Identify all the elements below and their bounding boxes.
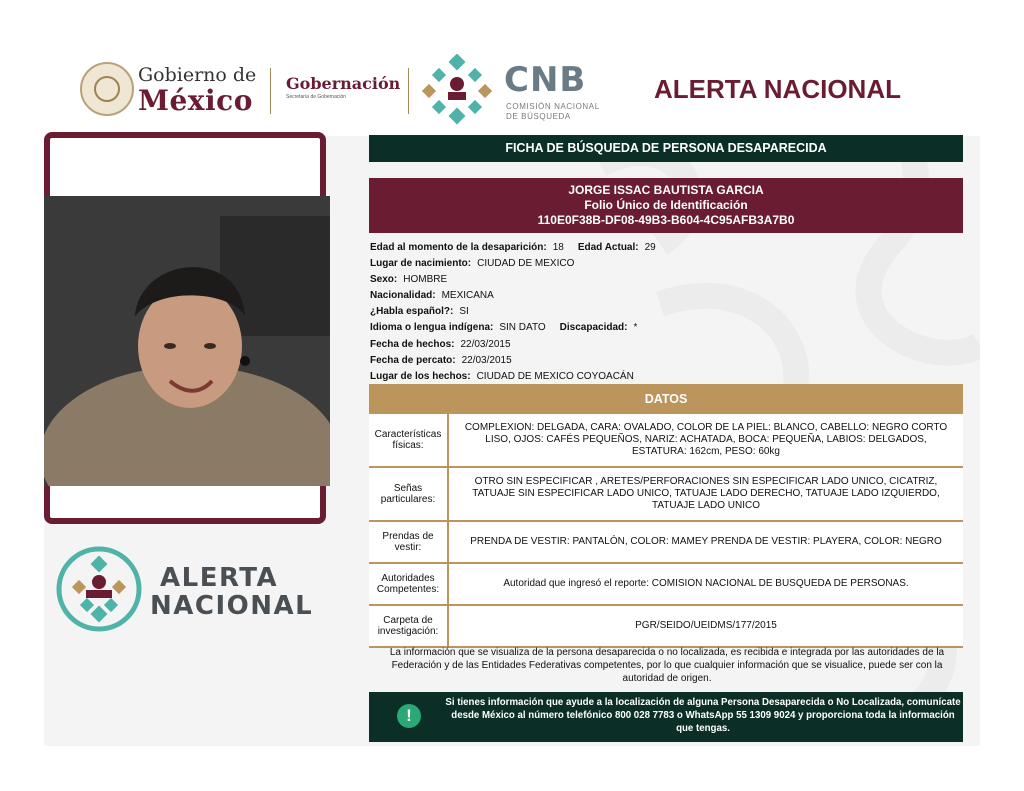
table-row <box>369 414 963 468</box>
info-row-idioma: Idioma o lengua indígena: SIN DATO Discapacidad: * <box>370 322 638 334</box>
row-label: Carpeta de investigación: <box>369 606 449 646</box>
row-value: Autoridad que ingresó el reporte: COMISION NACIONAL DE BUSQUEDA DE PERSONAS. <box>503 578 909 589</box>
cnb-title: CNB <box>504 60 587 100</box>
gobierno-de-text: Gobierno de <box>138 64 257 86</box>
table-row <box>369 468 963 522</box>
gobernacion-logo: Gobernación <box>286 74 401 93</box>
table-row <box>369 564 963 606</box>
row-label: Características físicas: <box>369 414 449 466</box>
folio-value: 110E0F38B-DF08-49B3-B604-4C95AFB3A7B0 <box>537 213 795 227</box>
ficha-title: FICHA DE BÚSQUEDA DE PERSONA DESAPARECIDA <box>369 135 963 162</box>
header-divider <box>270 68 271 114</box>
info-row-fecha-percato: Fecha de percato: 22/03/2015 <box>370 354 512 366</box>
alerta-nacional-logo-text: ALERTA NACIONAL <box>150 563 314 621</box>
table-row <box>369 522 963 564</box>
mexico-text: México <box>138 84 253 117</box>
contact-text: Si tienes información que ayude a la localización de alguna Persona Desaparecida o No Localizada, comunícate desde México al número telefónico 800 028 7783 o WhatsApp 55 1309 9024 y proporciona toda la información que tengas. <box>445 697 961 734</box>
row-value: COMPLEXION: DELGADA, CARA: OVALADO, COLOR DE LA PIEL: BLANCO, CABELLO: NEGRO CORTO LISO, OJOS: CAFÉS PEQUEÑOS, NARIZ: ACHATADA, BOCA: PEQUEÑA, LABIOS: DELGADOS, ESTATURA: 162cm, PESO: 60kg <box>464 422 948 457</box>
datos-table <box>369 414 963 648</box>
datos-header: DATOS <box>369 384 963 414</box>
mexico-seal-icon <box>80 62 134 116</box>
person-name: JORGE ISSAC BAUTISTA GARCIA <box>568 183 764 197</box>
row-label: Prendas de vestir: <box>369 522 449 562</box>
exclamation-icon: ! <box>397 704 421 728</box>
person-info <box>370 240 670 385</box>
contact-banner <box>369 692 963 742</box>
row-value: PGR/SEIDO/UEIDMS/177/2015 <box>635 620 777 631</box>
folio-label: Folio Único de Identificación <box>584 198 748 212</box>
alerta-nacional-logo-icon <box>56 546 142 632</box>
header-divider <box>408 68 409 114</box>
row-value: OTRO SIN ESPECIFICAR , ARETES/PERFORACIONES SIN ESPECIFICAR LADO UNICO, CICATRIZ, TATUAJE SIN ESPECIFICAR LADO UNICO, TATUAJE LADO DERECHO, TATUAJE LADO IZQUIERDO, TATUAJE LADO UNICO <box>472 476 940 511</box>
alert-page <box>44 44 980 746</box>
row-label: Señas particulares: <box>369 468 449 520</box>
missing-person-photo <box>44 196 330 486</box>
alerta-nacional-title: ALERTA NACIONAL <box>654 74 901 104</box>
info-row-edad: Edad al momento de la desaparición: 18 Edad Actual: 29 <box>370 242 656 253</box>
info-row-fecha-hechos: Fecha de hechos: 22/03/2015 <box>370 338 511 350</box>
info-row-nacionalidad: Nacionalidad: MEXICANA <box>370 290 494 302</box>
table-row <box>369 606 963 648</box>
info-row-nacimiento: Lugar de nacimiento: CIUDAD DE MEXICO <box>370 258 575 270</box>
person-header <box>369 178 963 233</box>
row-value: PRENDA DE VESTIR: PANTALÓN, COLOR: MAMEY PRENDA DE VESTIR: PLAYERA, COLOR: NEGRO <box>470 536 942 547</box>
gobernacion-subtitle: Secretaría de Gobernación <box>286 94 347 100</box>
cnb-logo-icon <box>422 54 492 126</box>
disclaimer-text: La información que se visualiza de la persona desaparecida o no localizada, es recibida e integrada por las autoridades de la Federación y de las Entidades Federativas competentes, por lo que cualquier información que se visualice, puede ser con la autoridad de origen. <box>389 647 945 684</box>
info-row-espanol: ¿Habla español?: SI <box>370 306 469 318</box>
header <box>44 44 980 136</box>
info-row-sexo: Sexo: HOMBRE <box>370 274 448 286</box>
cnb-subtitle: COMISIÓN NACIONAL DE BÚSQUEDA <box>506 102 600 121</box>
info-row-lugar-hechos: Lugar de los hechos: CIUDAD DE MEXICO COYOACÁN <box>370 370 634 382</box>
row-label: Autoridades Competentes: <box>369 564 449 604</box>
